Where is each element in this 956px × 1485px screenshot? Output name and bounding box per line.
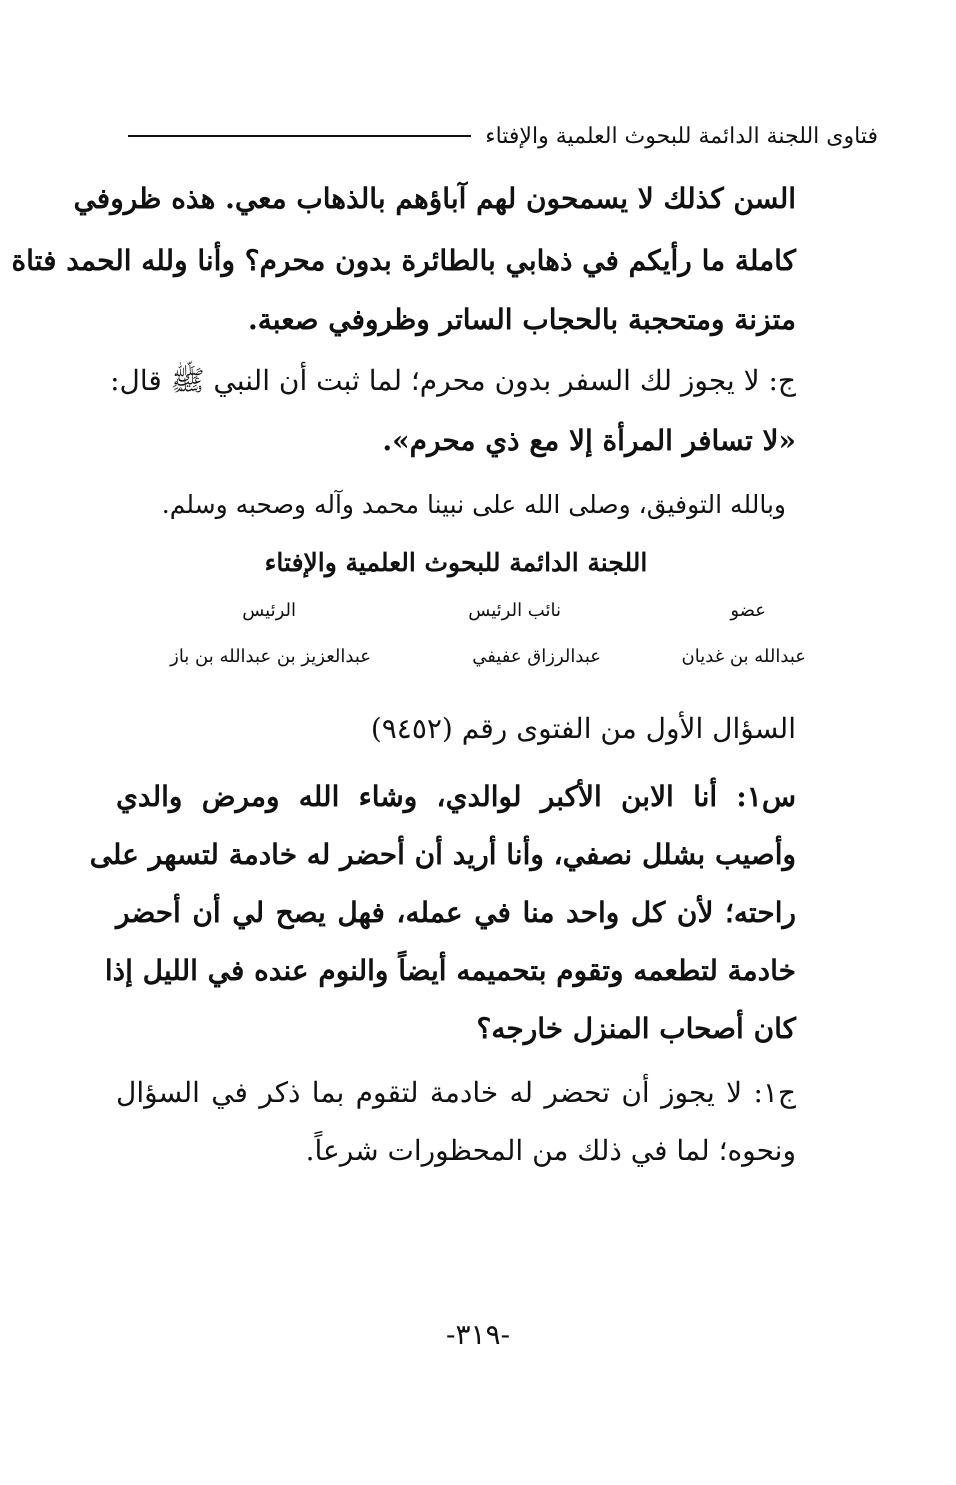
question-text-line: خادمة لتطعمه وتقوم بتحميمه أيضاً والنوم عنده في الليل إذا bbox=[104, 954, 796, 987]
question-text-line: س١: أنا الابن الأكبر لوالدي، وشاء الله ومرض والدي bbox=[116, 780, 796, 813]
vice-chair-name: عبدالرزاق عفيفي bbox=[472, 646, 601, 667]
answer-text-line: ج١: لا يجوز أن تحضر له خادمة لتقوم بما ذكر في السؤال bbox=[116, 1076, 796, 1109]
answer-text-line: ونحوه؛ لما في ذلك من المحظورات شرعاً. bbox=[305, 1134, 796, 1167]
question-text-line: كان أصحاب المنزل خارجه؟ bbox=[476, 1012, 796, 1045]
chair-title: الرئيس bbox=[242, 600, 296, 621]
member-title: عضو bbox=[730, 600, 766, 621]
fatwa-heading: السؤال الأول من الفتوى رقم (٩٤٥٢) bbox=[370, 712, 796, 745]
question-text-line: وأصيب بشلل نصفي، وأنا أريد أن أحضر له خادمة لتسهر على bbox=[89, 838, 796, 871]
running-header bbox=[128, 118, 878, 154]
closing-line: وبالله التوفيق، وصلى الله على نبينا محمد وآله وصحبه وسلم. bbox=[161, 490, 786, 519]
header-title: فتاوى اللجنة الدائمة للبحوث العلمية والإفتاء bbox=[485, 123, 878, 149]
question-text-line: السن كذلك لا يسمحون لهم آباؤهم بالذهاب معي. هذه ظروفي bbox=[73, 182, 796, 215]
question-text-line: متزنة ومتحجبة بالحجاب الساتر وظروفي صعبة. bbox=[248, 303, 796, 336]
question-text-line: كاملة ما رأيكم في ذهابي بالطائرة بدون محرم؟ وأنا ولله الحمد فتاة bbox=[11, 244, 796, 277]
hadith-quote: «لا تسافر المرأة إلا مع ذي محرم». bbox=[382, 424, 796, 457]
answer-text-line: ج: لا يجوز لك السفر بدون محرم؛ لما ثبت أن النبي ﷺ قال: bbox=[110, 364, 796, 397]
page-number: -٣١٩- bbox=[445, 1318, 511, 1351]
vice-chair-title: نائب الرئيس bbox=[468, 600, 561, 621]
header-rule bbox=[128, 135, 471, 137]
question-text-line: راحته؛ لأن كل واحد منا في عمله، فهل يصح لي أن أحضر bbox=[116, 896, 796, 929]
committee-name: اللجنة الدائمة للبحوث العلمية والإفتاء bbox=[264, 548, 648, 577]
chair-name: عبدالعزيز بن عبدالله بن باز bbox=[170, 646, 371, 667]
member-name: عبدالله بن غديان bbox=[681, 646, 806, 667]
